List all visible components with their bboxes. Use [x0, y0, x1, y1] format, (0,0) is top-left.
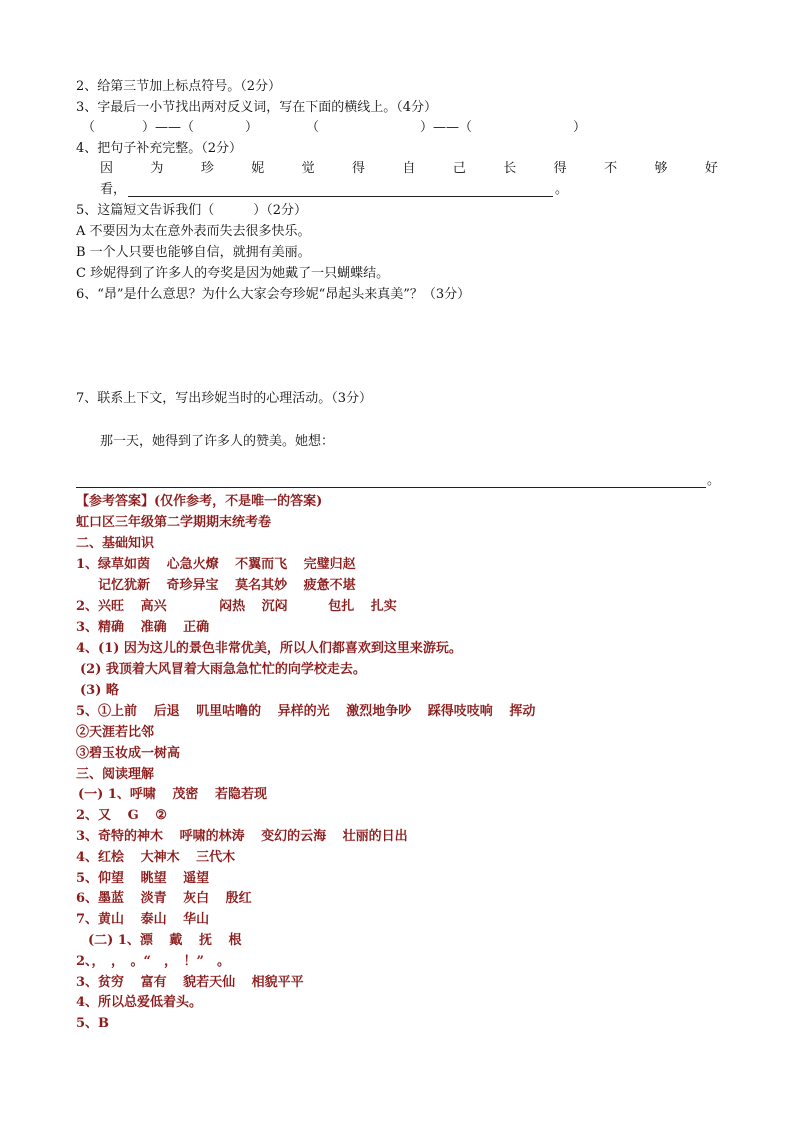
answer-word: (一) 1、呼啸: [78, 787, 156, 802]
answer-word: 正确: [183, 620, 210, 635]
reading-2-5: 5、B: [76, 1016, 110, 1031]
answer-1-row-2: [98, 576, 356, 596]
answer-word: 激烈地争吵: [346, 704, 412, 719]
answer-word: 2、兴旺: [76, 599, 125, 614]
answer-5-1: [76, 702, 535, 722]
answer-word: 戴: [169, 933, 183, 948]
exam-title: 虹口区三年级第二学期期末统考卷: [76, 515, 272, 530]
answer-word: 7、黄山: [76, 912, 125, 927]
question-4-period: 。: [555, 182, 569, 197]
answer-4-2: (2) 我顶着大风冒着大雨急急忙忙的向学校走去。: [80, 662, 366, 677]
answer-2: [76, 597, 397, 617]
answer-5-3: ③碧玉妆成一树高: [76, 746, 181, 761]
sentence-char: 长: [503, 161, 517, 176]
answer-word: 5、仰望: [76, 871, 125, 886]
answer-word: 3、奇特的神木: [76, 829, 164, 844]
answer-word: 准确: [140, 620, 167, 635]
paren-open: （: [306, 120, 320, 135]
answer-word: 沉闷: [261, 599, 288, 614]
reading-1-4: [76, 848, 235, 868]
answer-word: 异样的光: [277, 704, 330, 719]
answer-word: 包扎: [328, 599, 355, 614]
question-3: 3、字最后一小节找出两对反义词，写在下面的横线上。（4分）: [76, 100, 438, 115]
answer-word: 疲惫不堪: [303, 578, 356, 593]
answer-word: 遥望: [183, 871, 210, 886]
answer-word: 记忆犹新: [98, 578, 151, 593]
answer-blank-line[interactable]: [128, 196, 553, 197]
sentence-char: 得: [352, 161, 366, 176]
answer-word: 闷热: [219, 599, 246, 614]
question-5-option-c: C 珍妮得到了许多人的夸奖是因为她戴了一只蝴蝶结。: [76, 266, 390, 281]
answer-header: 【参考答案】(仅作参考，不是唯一的答案): [76, 494, 323, 509]
answer-word: 踩得吱吱响: [427, 704, 493, 719]
answer-word: 奇珍异宝: [166, 578, 219, 593]
sentence-char: 得: [553, 161, 567, 176]
answer-word: 淡青: [140, 891, 167, 906]
answer-word: 相貌平平: [251, 975, 304, 990]
answer-word: 茂密: [172, 787, 199, 802]
answer-word: 扎实: [370, 599, 397, 614]
question-4-tail: 看，: [100, 182, 127, 197]
answer-word: 后退: [153, 704, 180, 719]
reading-1-2: [76, 806, 167, 826]
sentence-char: 够: [654, 161, 668, 176]
answer-word: 泰山: [140, 912, 167, 927]
answer-4-3: (3) 略: [80, 683, 119, 698]
question-7-period: 。: [707, 473, 721, 488]
reading-2-3: [76, 973, 304, 993]
reading-1-1: [78, 785, 267, 805]
answer-3: [76, 618, 209, 638]
sentence-char: 己: [452, 161, 466, 176]
answer-word: 灰白: [183, 891, 210, 906]
answer-word: 3、贫穷: [76, 975, 125, 990]
answer-word: 莫名其妙: [235, 578, 288, 593]
question-6: 6、“昂”是什么意思？为什么大家会夸珍妮“昂起头来真美”？（3分）: [76, 287, 471, 302]
answer-word: 叽里咕噜的: [196, 704, 262, 719]
answer-word: 殷红: [225, 891, 252, 906]
answer-word: 富有: [140, 975, 167, 990]
reading-2-2: 2、， ， 。“ ， ！” 。: [76, 954, 231, 969]
answer-word: 三代木: [196, 850, 236, 865]
sentence-char: 不: [604, 161, 618, 176]
answer-word: 不翼而飞: [235, 557, 288, 572]
question-5-option-b: B 一个人只要也能够自信，就拥有美丽。: [76, 245, 311, 260]
section-basic-knowledge: 二、基础知识: [76, 536, 155, 551]
question-7: 7、联系上下文，写出珍妮当时的心理活动。（3分）: [76, 391, 373, 406]
answer-word: 高兴: [140, 599, 167, 614]
answer-4-1: 4、(1) 因为这儿的景色非常优美，所以人们都喜欢到这里来游玩。: [76, 641, 462, 656]
answer-word: 心急火燎: [166, 557, 219, 572]
sentence-char: 自: [402, 161, 416, 176]
reading-1-5: [76, 869, 209, 889]
question-5-option-a: A 不要因为太在意外表而失去很多快乐。: [76, 224, 311, 239]
answer-word: 4、红桧: [76, 850, 125, 865]
reading-1-7: [76, 910, 209, 930]
question-7-lead: 那一天，她得到了许多人的赞美。她想：: [100, 434, 335, 449]
answer-word: 华山: [183, 912, 210, 927]
sentence-char: 妮: [251, 161, 265, 176]
answer-word: 呼啸的林涛: [179, 829, 245, 844]
question-4-sentence: [100, 159, 718, 179]
answer-word: G: [127, 808, 139, 823]
answer-5-2: ②天涯若比邻: [76, 725, 155, 740]
paren-close: ）: [245, 120, 259, 135]
sentence-char: 为: [150, 161, 164, 176]
answer-word: 若隐若现: [214, 787, 267, 802]
answer-word: 6、墨蓝: [76, 891, 125, 906]
reading-1-3: [76, 827, 408, 847]
answer-1-row-1: [76, 555, 356, 575]
answer-word: 2、又: [76, 808, 112, 823]
answer-word: (二) 1、漂: [88, 933, 153, 948]
answer-blank-line[interactable]: [76, 487, 706, 488]
paren-open: （: [82, 120, 96, 135]
answer-word: 1、绿草如茵: [76, 557, 151, 572]
paren-dash: ）——（: [420, 120, 473, 135]
answer-word: 挥动: [509, 704, 536, 719]
sentence-char: 好: [704, 161, 718, 176]
answer-word: 变幻的云海: [261, 829, 327, 844]
paren-close: ）: [573, 120, 587, 135]
question-4: 4、把句子补充完整。（2分）: [76, 141, 243, 156]
answer-word: 眺望: [140, 871, 167, 886]
question-2: 2、给第三节加上标点符号。（2分）: [76, 79, 282, 94]
answer-word: 大神木: [140, 850, 180, 865]
answer-word: 根: [228, 933, 242, 948]
sentence-char: 觉: [301, 161, 315, 176]
answer-word: 抚: [198, 933, 212, 948]
reading-1-6: [76, 889, 252, 909]
answer-word: 壮丽的日出: [342, 829, 408, 844]
answer-word: 3、精确: [76, 620, 125, 635]
answer-word: 完璧归赵: [303, 557, 356, 572]
section-reading: 三、阅读理解: [76, 767, 155, 782]
sentence-char: 因: [100, 161, 114, 176]
answer-word: ②: [155, 808, 167, 823]
sentence-char: 珍: [200, 161, 214, 176]
answer-word: 5、①上前: [76, 704, 138, 719]
answer-word: 貌若天仙: [183, 975, 236, 990]
reading-2-1: [88, 931, 242, 951]
question-5: 5、这篇短文告诉我们（ ）（2分）: [76, 203, 308, 218]
paren-dash: ）——（: [142, 120, 195, 135]
reading-2-4: 4、所以总爱低着头。: [76, 995, 203, 1010]
